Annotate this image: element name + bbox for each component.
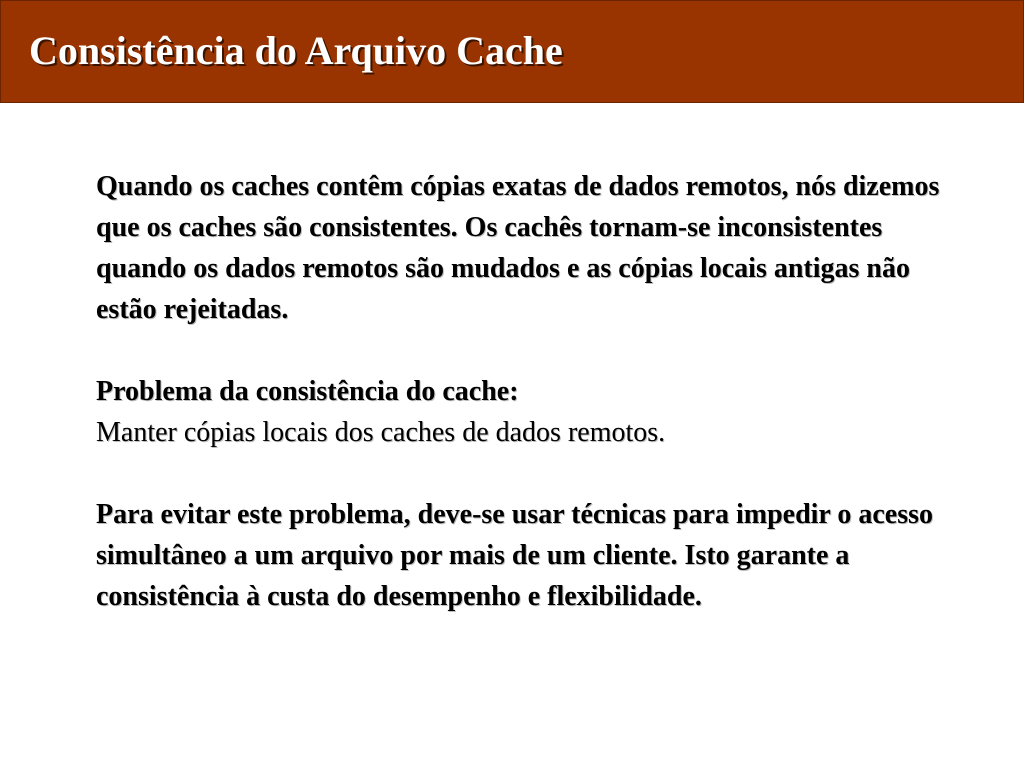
slide-title: Consistência do Arquivo Cache: [29, 28, 563, 73]
paragraph-spacer: [96, 453, 956, 494]
paragraph-solution: Para evitar este problema, deve-se usar técnicas para impedir o acesso simultâneo a um arquivo por mais de um cliente. Isto garante a consistência à custa do desempenho e flexibilidade.: [96, 499, 934, 612]
problem-text: Manter cópias locais dos caches de dados remotos.: [96, 417, 666, 448]
problem-heading: Problema da consistência do cache:: [96, 376, 519, 407]
paragraph-spacer: [96, 330, 956, 371]
slide-body: [96, 166, 956, 617]
paragraph-cache-definition: Quando os caches contêm cópias exatas de dados remotos, nós dizemos que os caches são consistentes. Os cachês tornam-se inconsistentes quando os dados remotos são mudados e as cópias locais antigas não estão rejeitadas.: [96, 171, 940, 325]
title-bar: [0, 0, 1024, 103]
